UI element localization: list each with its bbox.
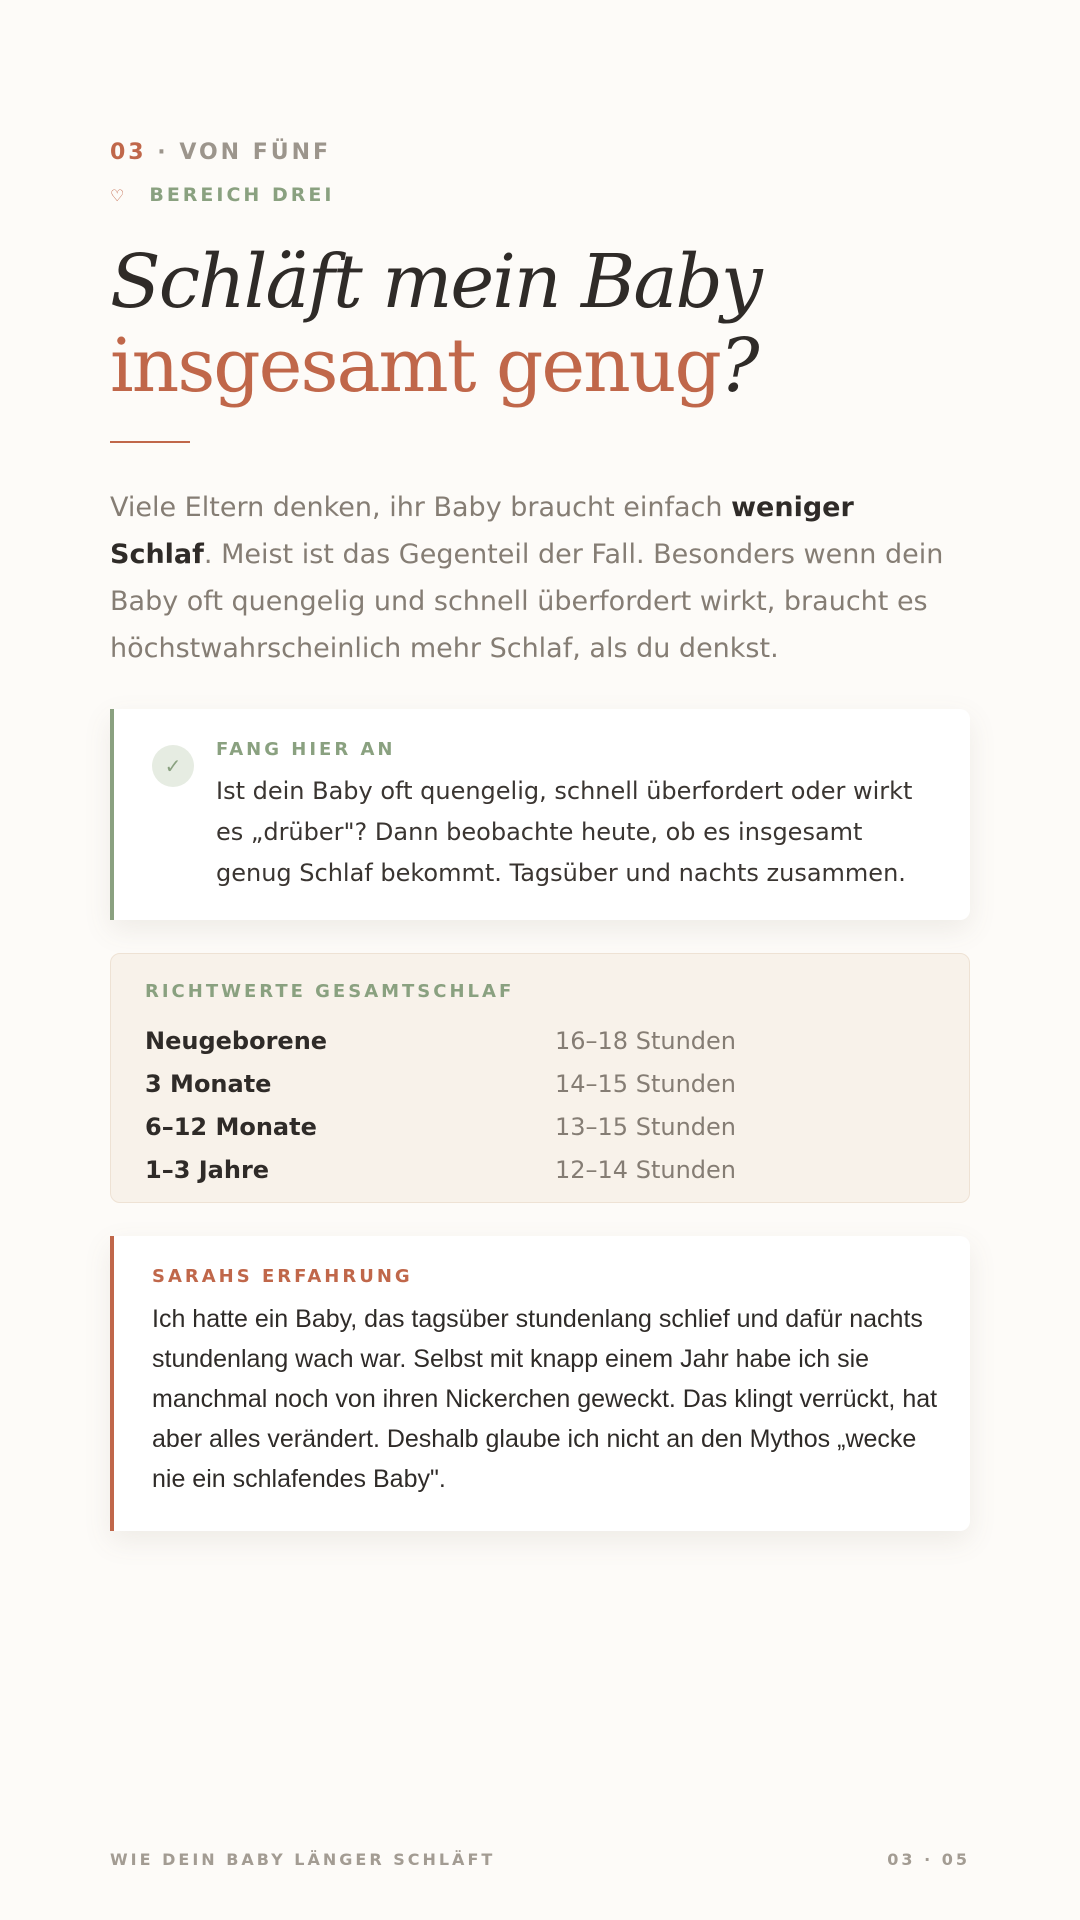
step-indicator — [110, 140, 331, 165]
experience-card — [110, 1236, 970, 1531]
sleep-hours: 16–18 Stunden — [555, 1026, 736, 1055]
title-line-1: Schläft mein Baby — [110, 239, 761, 325]
intro-text-start: Viele Eltern denken, ihr Baby braucht einfach — [110, 492, 732, 523]
age-group: Neugeborene — [145, 1026, 328, 1055]
start-here-card — [110, 709, 970, 920]
title-question-mark: ? — [719, 323, 758, 409]
sleep-guide-box — [110, 953, 970, 1203]
intro-text-end: . Meist ist das Gegenteil der Fall. Besonders wenn dein Baby oft quengelig und schnell überfordert wirkt, braucht es höchstwahrscheinlich mehr Schlaf, als du denkst. — [110, 539, 944, 664]
table-row — [145, 1105, 925, 1148]
page-number: 03 · 05 — [887, 1850, 970, 1869]
sleep-hours: 13–15 Stunden — [555, 1112, 736, 1141]
table-row — [145, 1019, 925, 1062]
sleep-guide-table — [145, 1019, 925, 1191]
step-total: · VON FÜNF — [157, 140, 332, 165]
step-number: 03 — [110, 140, 147, 165]
page-title — [110, 240, 761, 408]
age-group: 1–3 Jahre — [145, 1155, 270, 1184]
experience-text: Ich hatte ein Baby, das tagsüber stundenlang schlief und dafür nachts stundenlang wach war. Selbst mit knapp einem Jahr habe ich sie manchmal noch von ihren Nickerchen geweckt. Das klingt verrückt, hat aber alles verändert. Deshalb glaube ich nicht an den Mythos „wecke nie ein schlafendes Baby". — [152, 1305, 938, 1493]
sleep-hours: 12–14 Stunden — [555, 1155, 736, 1184]
table-row — [145, 1062, 925, 1105]
sleep-guide-label: RICHTWERTE GESAMTSCHLAF — [145, 981, 515, 1002]
heart-icon: ♡ — [110, 185, 128, 205]
footer-title: WIE DEIN BABY LÄNGER SCHLÄFT — [110, 1850, 496, 1869]
age-group: 6–12 Monate — [145, 1112, 317, 1141]
section-label — [110, 184, 334, 206]
sleep-hours: 14–15 Stunden — [555, 1069, 736, 1098]
table-row — [145, 1148, 925, 1191]
age-group: 3 Monate — [145, 1069, 272, 1098]
title-divider — [110, 441, 190, 443]
experience-label: SARAHS ERFAHRUNG — [152, 1266, 413, 1287]
title-line-2: insgesamt genug — [110, 323, 720, 409]
section-name: BEREICH DREI — [149, 184, 335, 206]
intro-paragraph — [110, 484, 960, 672]
check-icon: ✓ — [152, 745, 194, 787]
intro-emphasis: weniger Schlaf — [110, 492, 854, 570]
start-here-label: FANG HIER AN — [216, 739, 396, 760]
start-here-text: Ist dein Baby oft quengelig, schnell überfordert oder wirkt es „drüber"? Dann beobachte heute, ob es insgesamt genug Schlaf bekommt. Tagsüber und nachts zusammen. — [216, 777, 913, 887]
